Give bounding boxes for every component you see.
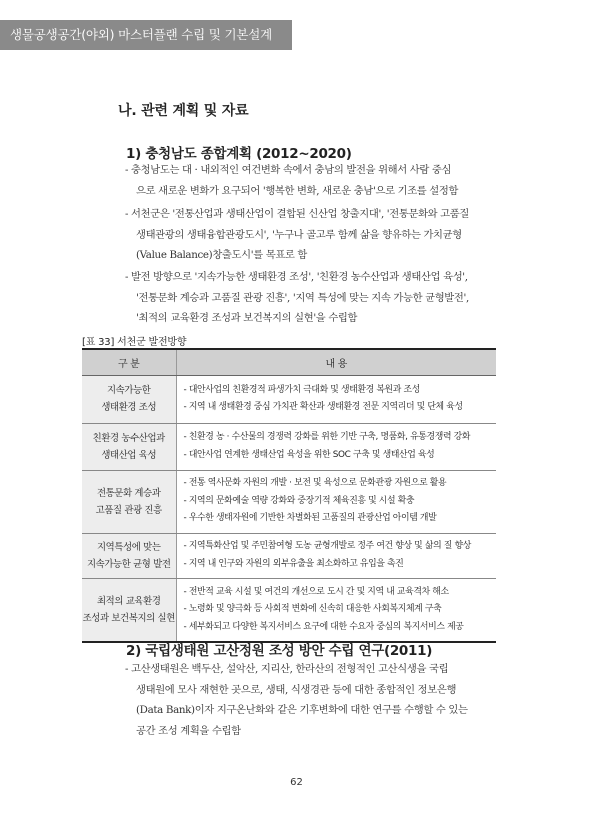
bullet-line: - 서천군은 '전통산업과 생태산업이 결합된 신산업 창출지대', '전통문화와 고품질 [125, 208, 469, 220]
category-line: 조성과 보건복지의 실현 [82, 612, 175, 624]
bullet-line: '최적의 교육환경 조성과 보건복지의 실현'을 수립함 [136, 312, 358, 324]
bullet-line: 으로 새로운 변화가 요구되어 '행복한 변화, 새로운 충남'으로 기조를 설정함 [136, 184, 459, 197]
table-header-row [82, 349, 496, 375]
table-cell-content [176, 423, 496, 470]
bullet-line: (Value Balance)창출도시'를 목표로 함 [136, 249, 308, 261]
content-item: - 지역 내 생태환경 중심 가치관 확산과 생태환경 전문 지역리더 및 단체 육성 [183, 402, 463, 412]
table-cell-content [176, 470, 496, 533]
content-item: - 세부화되고 다양한 복지서비스 요구에 대한 수요자 중심의 복지서비스 제공 [183, 621, 464, 632]
category-line: 지역특성에 맞는 [96, 541, 161, 553]
table-cell-category [82, 533, 176, 578]
category-line: 전통문화 계승과 [96, 487, 161, 499]
table-cell-category [82, 423, 176, 470]
table-row [82, 423, 496, 470]
content-item: - 전통 역사문화 자원의 개발 · 보전 및 육성으로 문화관광 자원으로 활용 [183, 478, 447, 489]
category-line: 생태산업 육성 [101, 449, 157, 461]
table-row [82, 470, 496, 533]
table-cell-content [176, 533, 496, 578]
subsection-title-1: 1) 충청남도 종합계획 (2012~2020) [126, 146, 352, 162]
bullet-paragraph [125, 160, 503, 201]
content-item: - 지역의 문화예술 역량 강화와 중장기적 체육진흥 및 시설 확충 [183, 495, 415, 506]
bullet-line: (Data Bank)이자 지구온난화와 같은 기후변화에 대한 연구를 수행할 수 있는 [136, 704, 468, 716]
bullet-line: - 발전 방향으로 '지속가능한 생태환경 조성', '친환경 농수산업과 생태산업 육성', [125, 271, 468, 283]
content-item: - 친환경 농 · 수산물의 경쟁력 강화를 위한 기반 구축, 명품화, 유통경쟁력 강화 [183, 432, 471, 442]
category-line: 지속가능한 균형 발전 [86, 558, 171, 570]
content-item: - 지역 내 인구와 자원의 외부유출을 최소화하고 유입을 촉진 [183, 558, 404, 569]
section-title: 나. 관련 계획 및 자료 [118, 103, 249, 119]
category-line: 지속가능한 [106, 385, 151, 396]
content-item: - 우수한 생태자원에 기반한 차별화된 고품질의 관광산업 아이템 개발 [183, 513, 437, 524]
category-line: 고품질 관광 진흥 [95, 504, 162, 516]
table-caption: [표 33] 서천군 발전방향 [82, 337, 187, 348]
content-item: - 대안사업의 친환경적 파생가치 극대화 및 생태환경 복원과 조성 [183, 384, 420, 395]
table-cell-category [82, 578, 176, 642]
header-title: 생물공생공간(야외) 마스터플랜 수립 및 기본설계 [10, 27, 272, 42]
bullet-line: - 충청남도는 대 · 내외적인 여건변화 속에서 충남의 발전을 위해서 사람 중심 [125, 164, 452, 176]
table-row [82, 375, 496, 423]
development-direction-table [82, 348, 496, 643]
header-title-bar [0, 20, 292, 50]
table-row [82, 533, 496, 578]
bullet-line: 공간 조성 계획을 수립함 [136, 724, 241, 737]
table-cell-content [176, 578, 496, 642]
content-item: - 노령화 및 양극화 등 사회적 변화에 신속히 대응한 사회복지체계 구축 [183, 604, 442, 614]
bullet-paragraph [125, 204, 503, 266]
table-header-content: 내 용 [176, 349, 496, 375]
subsection-title-2: 2) 국립생태원 고산정원 조성 방안 수립 연구(2011) [126, 643, 433, 659]
table-cell-category [82, 470, 176, 533]
bullet-line: 생태관광의 생태융합관광도시', '누구나 골고루 함께 삶을 향유하는 가치균형 [136, 228, 462, 241]
category-line: 생태환경 조성 [101, 402, 157, 413]
bullet-paragraph [125, 659, 503, 741]
table-row [82, 578, 496, 642]
page-number: 62 [290, 777, 303, 788]
bullet-line: '전통문화 계승과 고품질 관광 진흥', '지역 특성에 맞는 지속 가능한 균형발전', [136, 291, 469, 304]
table-cell-category [82, 375, 176, 423]
content-item: - 지역특화산업 및 주민참여형 도농 균형개발로 정주 여건 향상 및 삶의 질 향상 [183, 541, 471, 551]
table-cell-content [176, 375, 496, 423]
bullet-paragraph [125, 267, 503, 329]
category-line: 최적의 교육환경 [96, 595, 161, 607]
content-item: - 대안사업 연계한 생태산업 육성을 위한 SOC 구축 및 생태산업 육성 [183, 449, 435, 460]
content-item: - 전반적 교육 시설 및 여건의 개선으로 도시 간 및 지역 내 교육격차 해소 [183, 586, 449, 597]
table-header-category: 구 분 [82, 349, 176, 375]
category-line: 친환경 농수산업과 [92, 432, 165, 444]
bullet-line: 생태원에 모사 재현한 곳으로, 생태, 식생경관 등에 대한 종합적인 정보은행 [136, 683, 457, 696]
bullet-line: - 고산생태원은 백두산, 설악산, 지리산, 한라산의 전형적인 고산식생을 국립 [125, 663, 449, 675]
